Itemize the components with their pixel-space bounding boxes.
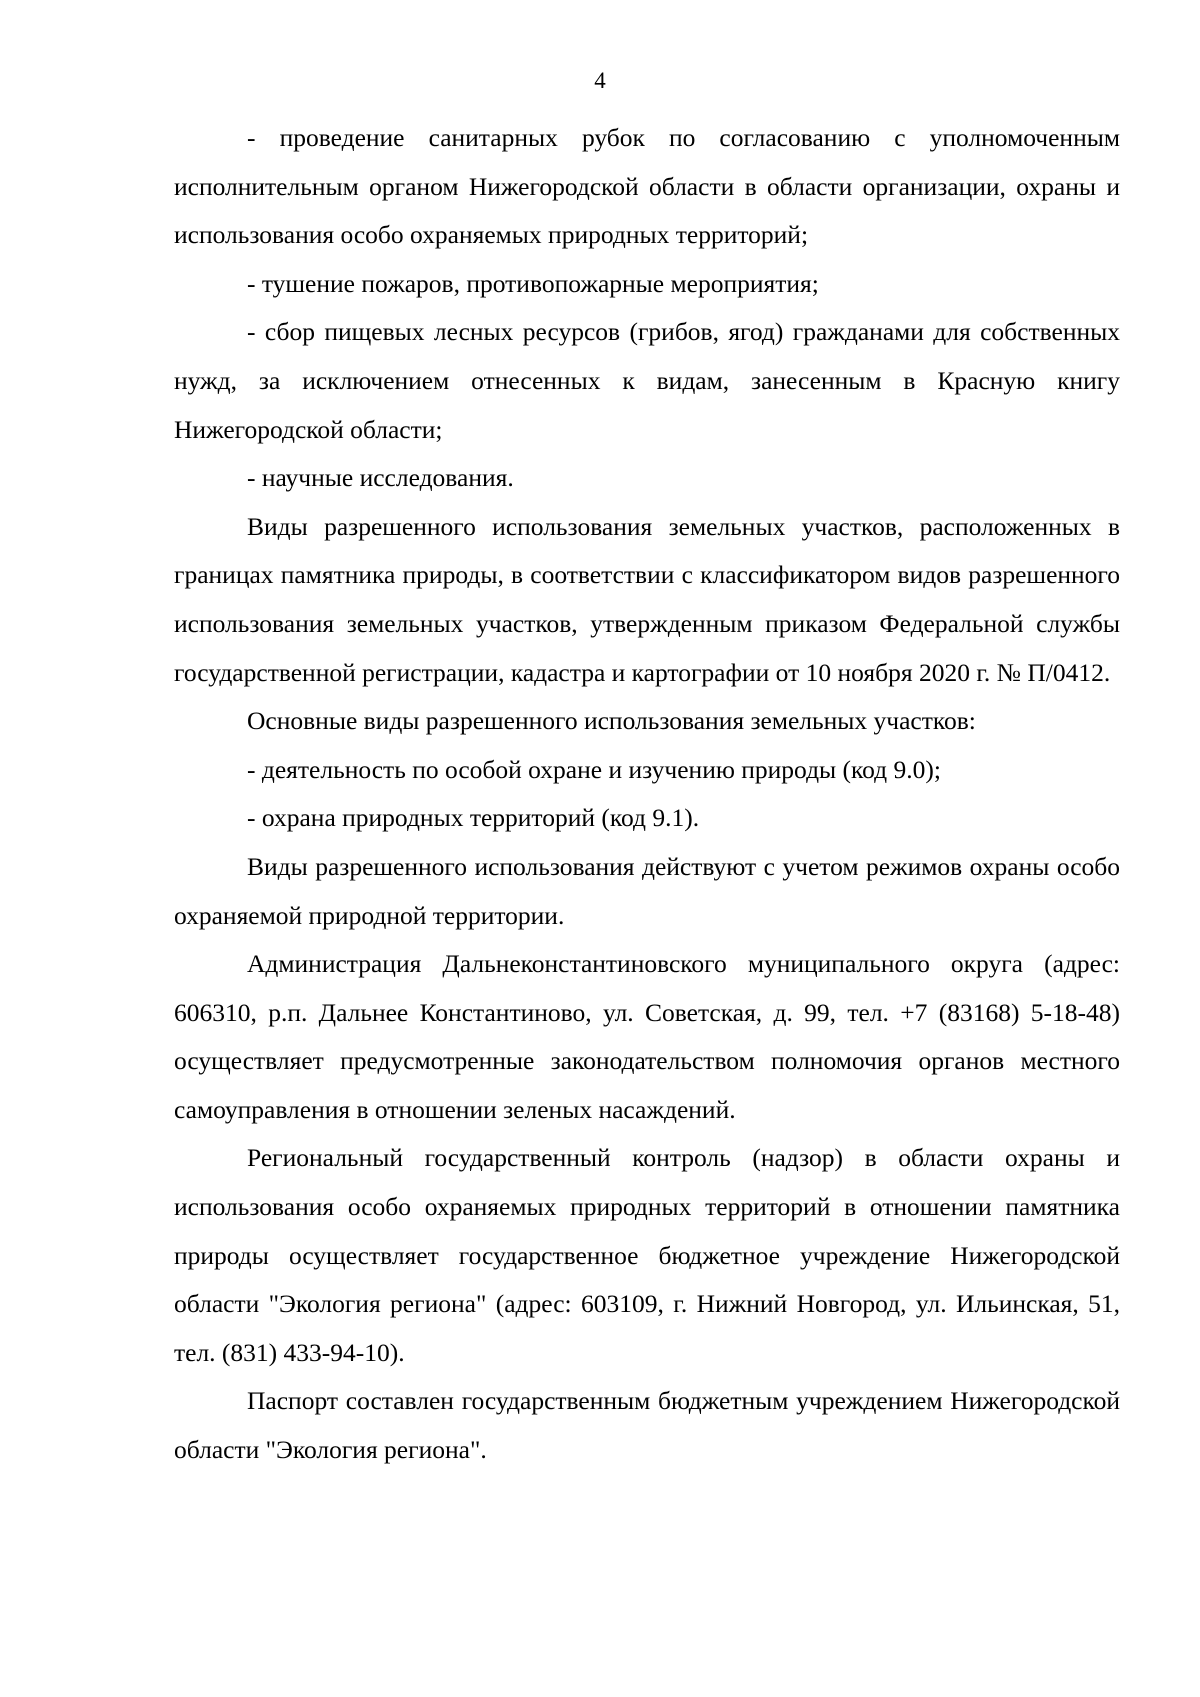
paragraph-passport-author: Паспорт составлен государственным бюджетным учреждением Нижегородской области "Экология региона".	[174, 1386, 1120, 1465]
document-body	[174, 114, 1120, 1475]
paragraph-research: - научные исследования.	[247, 463, 514, 493]
page-number: 4	[594, 68, 606, 93]
paragraph-main-land-use: Основные виды разрешенного использования земельных участков:	[247, 706, 976, 736]
paragraph-code-9-0: - деятельность по особой охране и изучению природы (код 9.0);	[247, 754, 941, 784]
paragraph-forest-resources: - сбор пищевых лесных ресурсов (грибов, ягод) гражданами для собственных нужд, за исключением отнесенных к видам, занесенным в Красную книгу Нижегородской области;	[174, 317, 1120, 444]
paragraph-regional-control: Региональный государственный контроль (надзор) в области охраны и использования особо охраняемых природных территорий в отношении памятника природы осуществляет государственное бюджетное учреждение Нижегородской области "Экология региона" (адрес: 603109, г. Нижний Новгород, ул. Ильинская, 51, тел. (831) 433-94-10).	[174, 1143, 1120, 1367]
paragraph-code-9-1: - охрана природных территорий (код 9.1).	[247, 803, 700, 833]
paragraph-protection-regimes: Виды разрешенного использования действуют с учетом режимов охраны особо охраняемой природной территории.	[174, 851, 1120, 930]
paragraph-administration: Администрация Дальнеконстантиновского муниципального округа (адрес: 606310, р.п. Дальнее Константиново, ул. Советская, д. 99, тел. +7 (83168) 5-18-48) осуществляет предусмотренные законодательством полномочия органов местного самоуправления в отношении зеленых насаждений.	[174, 949, 1120, 1124]
paragraph-land-use-types: Виды разрешенного использования земельных участков, расположенных в границах памятника природы, в соответствии с классификатором видов разрешенного использования земельных участков, утвержденным приказом Федеральной службы государственной регистрации, кадастра и картографии от 10 ноября 2020 г. № П/0412.	[174, 511, 1120, 687]
paragraph-fire-fighting: - тушение пожаров, противопожарные мероприятия;	[247, 268, 819, 298]
paragraph-sanitary-felling: - проведение санитарных рубок по согласованию с уполномоченным исполнительным органом Нижегородской области в области организации, охраны и использования особо охраняемых природных территорий;	[174, 123, 1120, 250]
